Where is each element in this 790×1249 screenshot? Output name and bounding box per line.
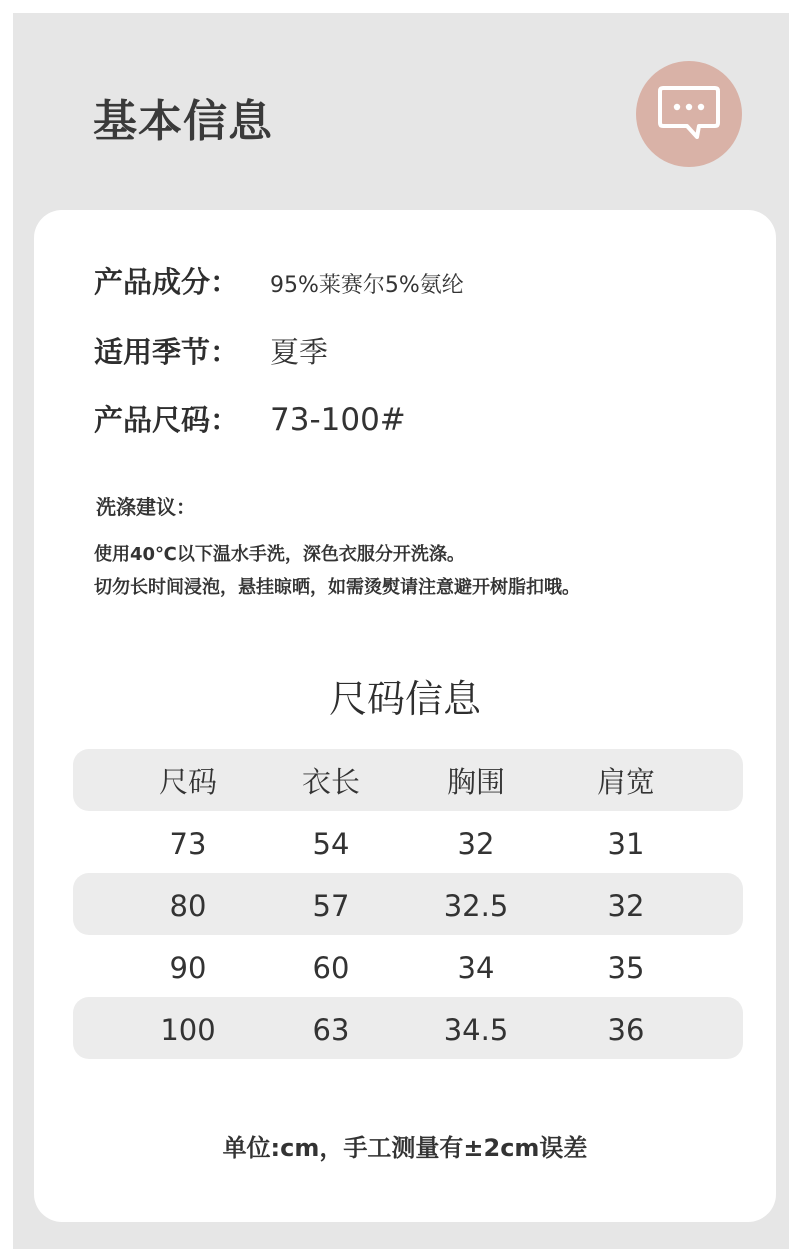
info-row-size <box>94 398 406 439</box>
table-cell: 73 <box>169 827 207 861</box>
info-row-season <box>94 330 328 371</box>
washing-line: 使用40℃以下温水手洗，深色衣服分开洗涤。 <box>94 544 465 565</box>
table-cell: 32 <box>607 889 645 923</box>
table-cell: 32.5 <box>443 889 509 923</box>
page-background <box>13 13 789 1249</box>
table-row <box>73 997 743 1059</box>
table-cell: 100 <box>160 1013 216 1047</box>
measurement-note: 单位:cm，手工测量有±2cm误差 <box>222 1134 588 1162</box>
table-cell: 36 <box>607 1013 645 1047</box>
table-row <box>73 873 743 935</box>
table-header-cell: 肩宽 <box>596 765 655 799</box>
info-row-composition <box>94 260 464 301</box>
table-row <box>73 811 743 873</box>
table-header-cell: 胸围 <box>446 765 505 799</box>
table-header-cell: 衣长 <box>301 765 360 799</box>
table-cell: 80 <box>169 889 207 923</box>
size-table-title: 尺码信息 <box>328 677 481 721</box>
season-value: 夏季 <box>270 335 329 369</box>
table-cell: 34 <box>457 951 495 985</box>
table-cell: 60 <box>312 951 350 985</box>
table-row <box>73 935 743 997</box>
table-cell: 35 <box>607 951 645 985</box>
washing-line: 切勿长时间浸泡，悬挂晾晒，如需烫熨请注意避开树脂扣哦。 <box>94 577 580 598</box>
size-table <box>73 749 743 1059</box>
chat-bubble-icon <box>657 85 721 143</box>
info-card <box>34 210 776 1222</box>
table-cell: 54 <box>312 827 350 861</box>
washing-title: 洗涤建议： <box>96 495 196 519</box>
table-cell: 63 <box>312 1013 350 1047</box>
table-header-cell: 尺码 <box>158 765 217 799</box>
season-label: 适用季节： <box>94 335 240 369</box>
chat-button[interactable] <box>636 61 742 167</box>
table-cell: 31 <box>607 827 645 861</box>
size-value: 73-100# <box>270 402 406 438</box>
size-label: 产品尺码： <box>94 403 240 437</box>
table-cell: 34.5 <box>443 1013 509 1047</box>
table-header-row <box>73 749 743 811</box>
composition-value: 95%莱赛尔5%氨纶 <box>270 273 464 298</box>
composition-label: 产品成分： <box>94 265 240 299</box>
table-cell: 32 <box>457 827 495 861</box>
table-cell: 90 <box>169 951 207 985</box>
table-cell: 57 <box>312 889 350 923</box>
page-title: 基本信息 <box>93 96 273 147</box>
